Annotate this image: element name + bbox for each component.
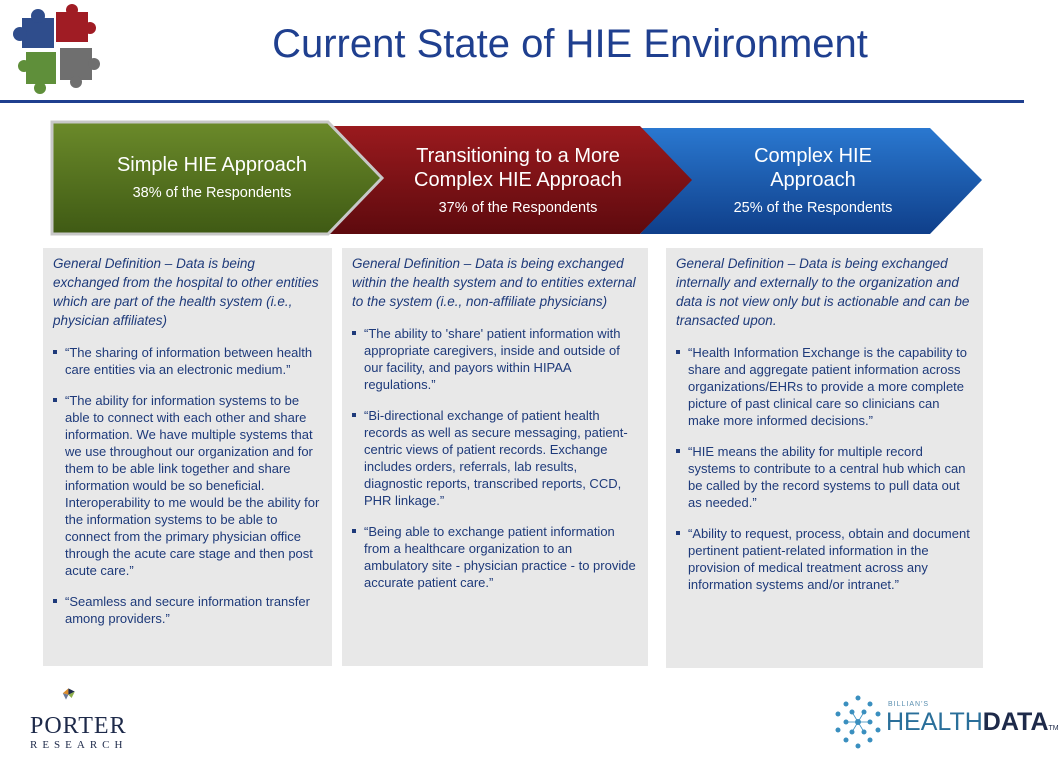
- porter-logo-word: PORTER: [30, 713, 127, 739]
- healthdata-logo-tm: TM: [1048, 725, 1059, 732]
- column-definition: General Definition – Data is being exchanged within the health system and to entities external to the system (i.e., non-affiliate physicians): [352, 256, 636, 309]
- list-item: [53, 392, 322, 579]
- healthdata-logo-small: BILLIAN'S: [888, 701, 930, 708]
- porter-logo-sub: RESEARCH: [30, 739, 128, 751]
- column-definition: General Definition – Data is being exchanged internally and externally to the organization and data is not view only but is actionable and can be transacted upon.: [676, 256, 970, 328]
- healthdata-network-icon: [832, 694, 884, 750]
- bullet-icon: [53, 350, 57, 354]
- healthdata-logo-data: DATA: [982, 708, 1049, 736]
- quote-text: “The ability for information systems to be able to connect with each other and share information. We have multiple systems that we use throughout our organization and for them to be able link together and share information would be so beneficial. Interoperability to me would be the ability for the information systems to be able to connect from the primary physician office through the acute care stage and then post acute care.”: [65, 393, 320, 578]
- quote-text: “The sharing of information between health care entities via an electronic medium.”: [65, 345, 313, 377]
- chevron-complex-subtitle: 25% of the Respondents: [733, 200, 893, 216]
- quote-text: “Ability to request, process, obtain and document pertinent patient-related information in the provision of medical treatment across any information systems and/or intranet.”: [688, 526, 970, 592]
- column-complex: [666, 248, 983, 668]
- bullet-icon: [352, 529, 356, 533]
- bullet-icon: [352, 413, 356, 417]
- healthdata-logo-health: HEALTH: [886, 708, 983, 736]
- quote-text: “Being able to exchange patient information from a healthcare organization to an ambulatory site - physician practice - to provide accurate patient care.”: [364, 524, 636, 590]
- chevron-transitioning-title: Transitioning to a More Complex HIE Approach: [414, 145, 622, 191]
- quote-text: “Bi-directional exchange of patient health records as well as secure messaging, patient-centric views of patient records. Exchange includes orders, referrals, lab results, diagnostic reports, transcribed reports, CCD, PHR linkage.”: [364, 408, 628, 508]
- chevron-transitioning-text: [392, 144, 644, 216]
- bullet-icon: [676, 350, 680, 354]
- page-title: Current State of HIE Environment: [272, 22, 868, 66]
- chevron-complex-title: Complex HIE Approach: [754, 145, 872, 191]
- list-item: [53, 593, 322, 627]
- bullet-icon: [352, 331, 356, 335]
- list-item: [676, 443, 973, 511]
- chevron-complex-text: [708, 144, 918, 216]
- quote-text: “Seamless and secure information transfer among providers.”: [65, 594, 310, 626]
- column-definition: General Definition – Data is being exchanged from the hospital to other entities which are part of the health system (i.e., physician affiliates): [53, 256, 319, 328]
- chevron-simple-title: Simple HIE Approach: [116, 154, 308, 176]
- chevron-transitioning-subtitle: 37% of the Respondents: [438, 200, 598, 216]
- quote-list: [53, 344, 322, 627]
- bullet-icon: [676, 531, 680, 535]
- list-item: [53, 344, 322, 378]
- puzzle-logo: [8, 4, 108, 100]
- list-item: [676, 525, 973, 593]
- bullet-icon: [676, 449, 680, 453]
- list-item: [676, 344, 973, 429]
- quote-text: “The ability to 'share' patient information with appropriate caregivers, inside and outside of our facility, and payors within HIPAA regulations.”: [364, 326, 621, 392]
- quote-list: [676, 344, 973, 593]
- porter-research-logo-icon: [50, 686, 110, 714]
- list-item: [352, 407, 638, 509]
- quote-text: “Health Information Exchange is the capability to share and aggregate patient information across organizations/EHRs to provide a more complete picture of past clinical care so clinicians can make more informed decisions.”: [688, 345, 967, 428]
- chevron-simple-text: [92, 153, 332, 201]
- bullet-icon: [53, 398, 57, 402]
- quote-list: [352, 325, 638, 591]
- list-item: [352, 523, 638, 591]
- column-simple: [43, 248, 332, 666]
- title-divider: [0, 100, 1024, 103]
- list-item: [352, 325, 638, 393]
- quote-text: “HIE means the ability for multiple record systems to contribute to a central hub which can be called by the record systems to pull data out as needed.”: [688, 444, 966, 510]
- healthdata-logo-word: [886, 707, 1059, 744]
- bullet-icon: [53, 599, 57, 603]
- column-transitioning: [342, 248, 648, 666]
- chevron-simple-subtitle: 38% of the Respondents: [132, 185, 292, 201]
